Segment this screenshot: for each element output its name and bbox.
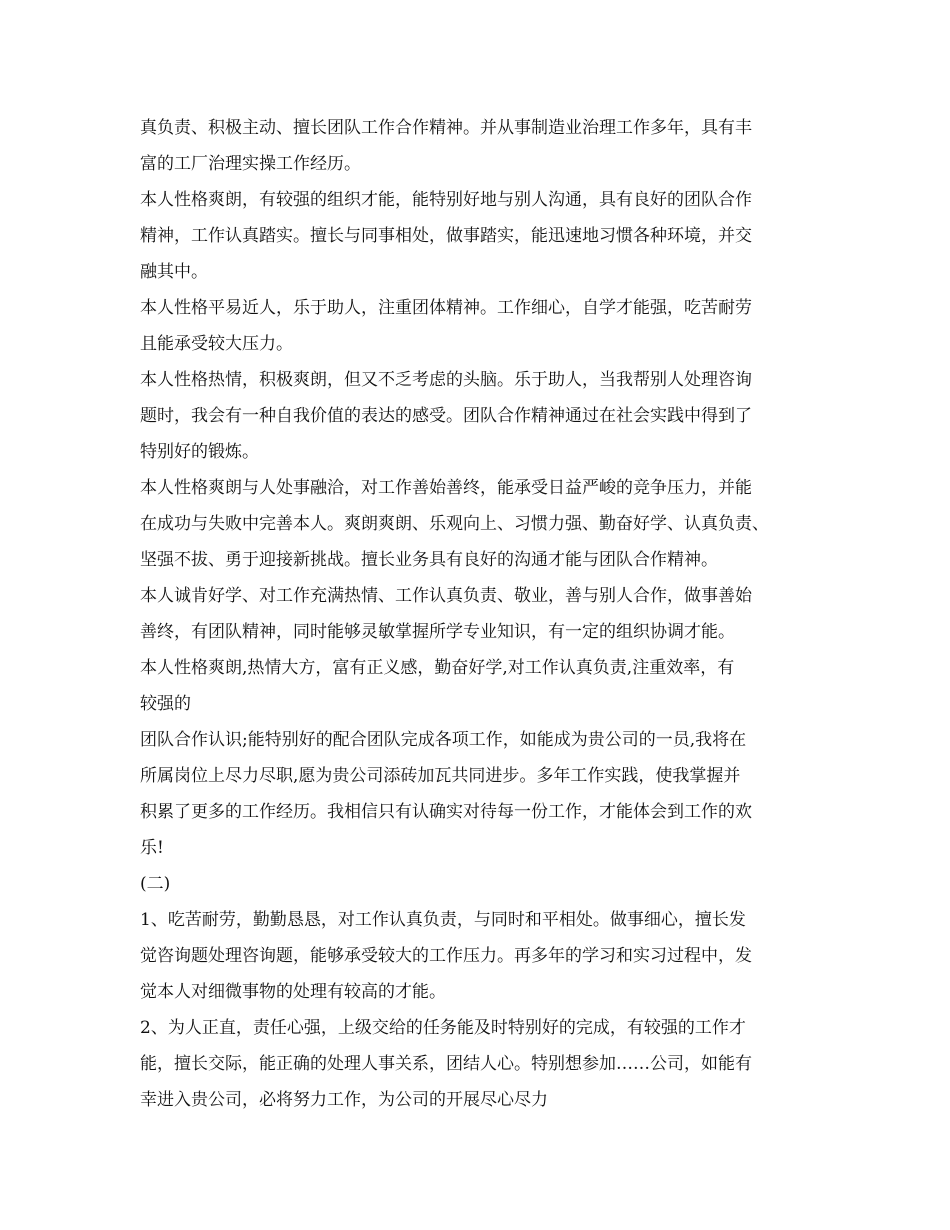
text-line: 真负责、积极主动、擅长团队工作合作精神。并从事制造业治理工作多年，具有丰 xyxy=(140,118,752,138)
text-line: 幸进入贵公司，必将努力工作，为公司的开展尽心尽力 xyxy=(140,1090,548,1110)
text-line: 本人性格平易近人，乐于助人，注重团体精神。工作细心，自学才能强，吃苦耐劳 xyxy=(140,298,752,318)
text-line: 2、为人正直，责任心强，上级交给的任务能及时特别好的完成，有较强的工作才 xyxy=(140,1018,746,1038)
text-line: 能，擅长交际，能正确的处理人事关系，团结人心。特别想参加……公司，如能有 xyxy=(140,1054,752,1074)
text-line: 坚强不拔、勇于迎接新挑战。擅长业务具有良好的沟通才能与团队合作精神。 xyxy=(140,550,718,570)
document-body xyxy=(140,110,820,1118)
text-line: 团队合作认识;能特别好的配合团队完成各项工作，如能成为贵公司的一员,我将在 xyxy=(140,730,747,750)
text-line: 本人诚肯好学、对工作充满热情、工作认真负责、敬业，善与别人合作，做事善始 xyxy=(140,586,752,606)
text-line: 精神，工作认真踏实。擅长与同事相处，做事踏实，能迅速地习惯各种环境，并交 xyxy=(140,226,752,246)
text-line: 在成功与失败中完善本人。爽朗爽朗、乐观向上、习惯力强、勤奋好学、认真负责、 xyxy=(140,514,769,534)
section-heading: (二) xyxy=(140,874,171,894)
text-line: 融其中。 xyxy=(140,262,208,282)
text-line: 本人性格爽朗，有较强的组织才能，能特别好地与别人沟通，具有良好的团队合作 xyxy=(140,190,752,210)
text-line: 善终，有团队精神，同时能够灵敏掌握所学专业知识，有一定的组织协调才能。 xyxy=(140,622,735,642)
text-line: 且能承受较大压力。 xyxy=(140,334,293,354)
text-line: 较强的 xyxy=(140,694,191,714)
text-line: 富的工厂治理实操工作经历。 xyxy=(140,154,361,174)
text-line: 乐! xyxy=(140,838,164,858)
text-line: 所属岗位上尽力尽职,愿为贵公司添砖加瓦共同进步。多年工作实践，使我掌握并 xyxy=(140,766,741,786)
text-line: 题时，我会有一种自我价值的表达的感受。团队合作精神通过在社会实践中得到了 xyxy=(140,406,752,426)
text-line: 特别好的锻炼。 xyxy=(140,442,259,462)
text-line: 觉咨询题处理咨询题，能够承受较大的工作压力。再多年的学习和实习过程中，发 xyxy=(140,946,752,966)
text-line: 1、吃苦耐劳，勤勤恳恳，对工作认真负责，与同时和平相处。做事细心，擅长发 xyxy=(140,910,746,930)
text-line: 觉本人对细微事物的处理有较高的才能。 xyxy=(140,982,446,1002)
text-line: 本人性格热情，积极爽朗，但又不乏考虑的头脑。乐于助人，当我帮别人处理咨询 xyxy=(140,370,752,390)
text-line: 本人性格爽朗与人处事融洽，对工作善始善终，能承受日益严峻的竞争压力，并能 xyxy=(140,478,752,498)
text-line: 积累了更多的工作经历。我相信只有认确实对待每一份工作，才能体会到工作的欢 xyxy=(140,802,752,822)
text-line: 本人性格爽朗,热情大方，富有正义感，勤奋好学,对工作认真负责,注重效率，有 xyxy=(140,658,735,678)
